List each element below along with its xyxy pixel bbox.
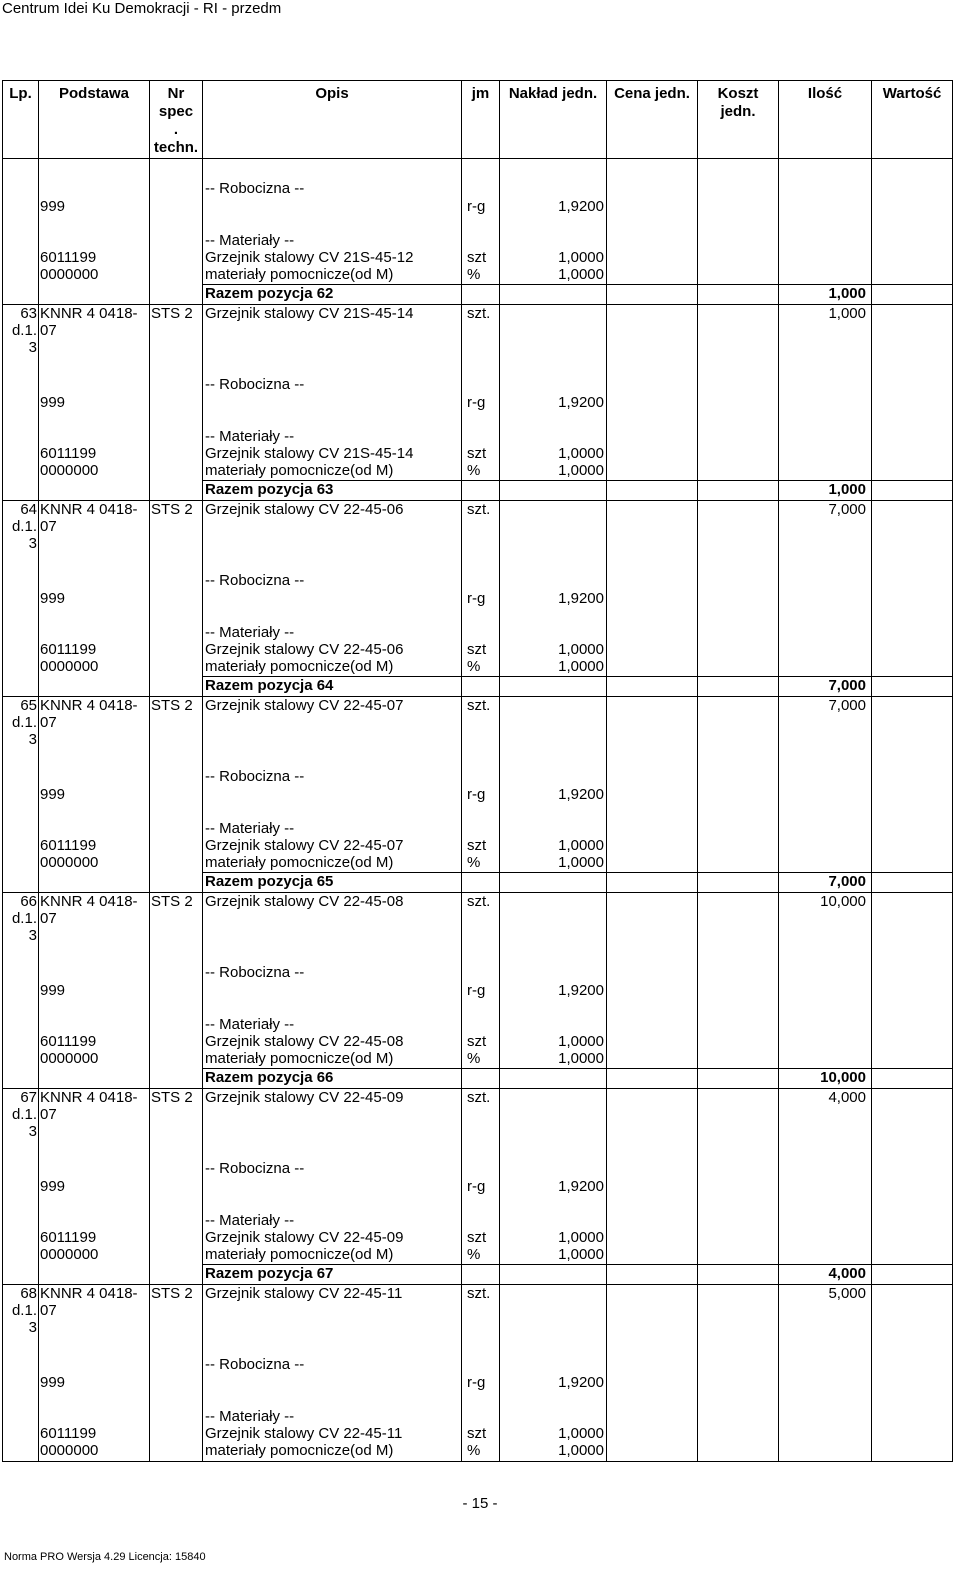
column-divider (606, 81, 607, 1461)
material-desc: materiały pomocnicze(od M) (205, 1050, 394, 1067)
robocizna-value: 1,9200 (558, 1178, 604, 1195)
position-podstawa: KNNR 4 0418- 07 (40, 1285, 138, 1319)
position-ilosc: 4,000 (828, 1089, 866, 1106)
header-koszt: Koszt jedn. (717, 85, 759, 120)
material-code: 6011199 (40, 837, 97, 854)
position-jm: szt. (467, 305, 491, 322)
material-desc: Grzejnik stalowy CV 22-45-07 (205, 837, 404, 854)
position-opis: Grzejnik stalowy CV 22-45-06 (205, 501, 404, 518)
robocizna-unit: r-g (467, 1374, 486, 1391)
position-podstawa: KNNR 4 0418- 07 (40, 305, 138, 339)
material-desc: materiały pomocnicze(od M) (205, 658, 394, 675)
header-wartosc: Wartość (882, 85, 942, 102)
material-code: 0000000 (40, 266, 99, 283)
material-value: 1,0000 (558, 462, 604, 479)
header-ilosc: Ilość (807, 85, 843, 102)
position-rule (3, 500, 952, 501)
material-desc: Grzejnik stalowy CV 21S-45-14 (205, 445, 414, 462)
position-opis: Grzejnik stalowy CV 22-45-11 (205, 1285, 403, 1302)
material-code: 6011199 (40, 249, 97, 266)
razem-rule (202, 1264, 952, 1265)
document-title: Centrum Idei Ku Demokracji - RI - przedm (2, 0, 282, 17)
robocizna-code: 999 (40, 1178, 66, 1195)
razem-rule (202, 284, 952, 285)
material-value: 1,0000 (558, 641, 604, 658)
razem-rule (202, 1068, 952, 1069)
column-divider (778, 81, 779, 1461)
header-lp: Lp. (9, 85, 32, 102)
column-divider (871, 81, 872, 1461)
position-podstawa: KNNR 4 0418- 07 (40, 501, 138, 535)
material-value: 1,0000 (558, 854, 604, 871)
materialy-label: -- Materiały -- (205, 1408, 295, 1425)
robocizna-unit: r-g (467, 394, 486, 411)
material-value: 1,0000 (558, 1425, 604, 1442)
position-spec: STS 2 (151, 1285, 193, 1302)
position-podstawa: KNNR 4 0418- 07 (40, 893, 138, 927)
material-desc: materiały pomocnicze(od M) (205, 1246, 394, 1263)
materialy-label: -- Materiały -- (205, 232, 295, 249)
material-unit: % (467, 1442, 481, 1459)
razem-value: 1,000 (828, 481, 866, 498)
header-jm: jm (471, 85, 490, 102)
position-opis: Grzejnik stalowy CV 21S-45-14 (205, 305, 414, 322)
material-desc: Grzejnik stalowy CV 22-45-08 (205, 1033, 404, 1050)
position-jm: szt. (467, 1089, 491, 1106)
material-desc: materiały pomocnicze(od M) (205, 462, 394, 479)
column-divider (499, 81, 500, 1461)
material-unit: szt (467, 1033, 487, 1050)
material-unit: % (467, 658, 481, 675)
material-value: 1,0000 (558, 445, 604, 462)
razem-value: 1,000 (828, 285, 866, 302)
robocizna-label: -- Robocizna -- (205, 376, 305, 393)
robocizna-unit: r-g (467, 1178, 486, 1195)
material-desc: Grzejnik stalowy CV 21S-45-12 (205, 249, 414, 266)
header-nr-spec: Nr spec . techn. (153, 85, 199, 156)
materialy-label: -- Materiały -- (205, 428, 295, 445)
robocizna-label: -- Robocizna -- (205, 1356, 305, 1373)
robocizna-code: 999 (40, 198, 66, 215)
material-unit: szt (467, 249, 487, 266)
material-code: 0000000 (40, 1050, 99, 1067)
robocizna-label: -- Robocizna -- (205, 1160, 305, 1177)
position-lp: 66 d.1. 3 (11, 893, 37, 944)
position-rule (3, 696, 952, 697)
material-desc: materiały pomocnicze(od M) (205, 1442, 394, 1459)
position-ilosc: 7,000 (828, 501, 866, 518)
position-opis: Grzejnik stalowy CV 22-45-08 (205, 893, 404, 910)
materialy-label: -- Materiały -- (205, 624, 295, 641)
material-unit: szt (467, 445, 487, 462)
robocizna-code: 999 (40, 1374, 66, 1391)
material-unit: szt (467, 837, 487, 854)
robocizna-unit: r-g (467, 590, 486, 607)
robocizna-value: 1,9200 (558, 1374, 604, 1391)
position-rule (3, 304, 952, 305)
razem-rule (202, 872, 952, 873)
robocizna-value: 1,9200 (558, 590, 604, 607)
position-jm: szt. (467, 893, 491, 910)
page-number: - 15 - (462, 1495, 498, 1512)
material-value: 1,0000 (558, 1033, 604, 1050)
robocizna-label: -- Robocizna -- (205, 180, 305, 197)
material-unit: % (467, 1246, 481, 1263)
footer-license: Norma PRO Wersja 4.29 Licencja: 15840 (4, 1551, 206, 1563)
position-lp: 65 d.1. 3 (11, 697, 37, 748)
position-opis: Grzejnik stalowy CV 22-45-09 (205, 1089, 404, 1106)
position-ilosc: 1,000 (828, 305, 866, 322)
position-ilosc: 7,000 (828, 697, 866, 714)
material-unit: % (467, 854, 481, 871)
razem-value: 7,000 (828, 873, 866, 890)
robocizna-value: 1,9200 (558, 394, 604, 411)
material-unit: % (467, 1050, 481, 1067)
position-jm: szt. (467, 697, 491, 714)
razem-label: Razem pozycja 63 (205, 481, 334, 498)
material-unit: % (467, 266, 481, 283)
robocizna-unit: r-g (467, 786, 486, 803)
razem-label: Razem pozycja 65 (205, 873, 334, 890)
materialy-label: -- Materiały -- (205, 1016, 295, 1033)
material-code: 6011199 (40, 1229, 97, 1246)
robocizna-value: 1,9200 (558, 786, 604, 803)
material-desc: Grzejnik stalowy CV 22-45-09 (205, 1229, 404, 1246)
position-opis: Grzejnik stalowy CV 22-45-07 (205, 697, 404, 714)
material-unit: % (467, 462, 481, 479)
header-opis: Opis (315, 85, 349, 102)
razem-rule (202, 676, 952, 677)
material-value: 1,0000 (558, 1229, 604, 1246)
position-lp: 68 d.1. 3 (11, 1285, 37, 1336)
razem-rule (202, 480, 952, 481)
position-jm: szt. (467, 501, 491, 518)
column-divider (149, 81, 150, 1461)
razem-label: Razem pozycja 64 (205, 677, 334, 694)
material-code: 0000000 (40, 854, 99, 871)
robocizna-code: 999 (40, 394, 66, 411)
razem-label: Razem pozycja 66 (205, 1069, 334, 1086)
position-ilosc: 5,000 (828, 1285, 866, 1302)
position-spec: STS 2 (151, 305, 193, 322)
table-header (3, 81, 952, 159)
column-divider (202, 81, 203, 1461)
razem-label: Razem pozycja 62 (205, 285, 334, 302)
material-value: 1,0000 (558, 1246, 604, 1263)
position-lp: 67 d.1. 3 (11, 1089, 37, 1140)
material-code: 0000000 (40, 1246, 99, 1263)
robocizna-label: -- Robocizna -- (205, 768, 305, 785)
razem-value: 10,000 (820, 1069, 866, 1086)
material-value: 1,0000 (558, 837, 604, 854)
materialy-label: -- Materiały -- (205, 1212, 295, 1229)
material-value: 1,0000 (558, 1442, 604, 1459)
position-lp: 64 d.1. 3 (11, 501, 37, 552)
column-divider (697, 81, 698, 1461)
position-podstawa: KNNR 4 0418- 07 (40, 697, 138, 731)
robocizna-unit: r-g (467, 982, 486, 999)
material-code: 0000000 (40, 658, 99, 675)
header-podstawa: Podstawa (58, 85, 130, 102)
robocizna-label: -- Robocizna -- (205, 964, 305, 981)
material-desc: materiały pomocnicze(od M) (205, 266, 394, 283)
razem-value: 4,000 (828, 1265, 866, 1282)
material-code: 6011199 (40, 1425, 97, 1442)
position-ilosc: 10,000 (820, 893, 866, 910)
position-jm: szt. (467, 1285, 491, 1302)
robocizna-unit: r-g (467, 198, 486, 215)
robocizna-code: 999 (40, 982, 66, 999)
header-naklad: Nakład jedn. (508, 85, 598, 102)
material-unit: szt (467, 1229, 487, 1246)
position-spec: STS 2 (151, 697, 193, 714)
header-cena: Cena jedn. (614, 85, 690, 102)
position-rule (3, 1284, 952, 1285)
material-value: 1,0000 (558, 249, 604, 266)
position-rule (3, 892, 952, 893)
cost-table (2, 80, 953, 1462)
robocizna-code: 999 (40, 786, 66, 803)
material-desc: Grzejnik stalowy CV 22-45-11 (205, 1425, 403, 1442)
robocizna-value: 1,9200 (558, 982, 604, 999)
material-value: 1,0000 (558, 658, 604, 675)
position-rule (3, 1088, 952, 1089)
razem-value: 7,000 (828, 677, 866, 694)
material-value: 1,0000 (558, 1050, 604, 1067)
position-spec: STS 2 (151, 501, 193, 518)
materialy-label: -- Materiały -- (205, 820, 295, 837)
material-value: 1,0000 (558, 266, 604, 283)
position-spec: STS 2 (151, 1089, 193, 1106)
material-code: 0000000 (40, 1442, 99, 1459)
material-code: 6011199 (40, 641, 97, 658)
material-unit: szt (467, 641, 487, 658)
razem-label: Razem pozycja 67 (205, 1265, 334, 1282)
robocizna-code: 999 (40, 590, 66, 607)
position-podstawa: KNNR 4 0418- 07 (40, 1089, 138, 1123)
material-code: 6011199 (40, 445, 97, 462)
material-desc: materiały pomocnicze(od M) (205, 854, 394, 871)
material-code: 0000000 (40, 462, 99, 479)
position-lp: 63 d.1. 3 (11, 305, 37, 356)
material-code: 6011199 (40, 1033, 97, 1050)
material-unit: szt (467, 1425, 487, 1442)
column-divider (38, 81, 39, 1461)
robocizna-label: -- Robocizna -- (205, 572, 305, 589)
robocizna-value: 1,9200 (558, 198, 604, 215)
material-desc: Grzejnik stalowy CV 22-45-06 (205, 641, 404, 658)
column-divider (461, 81, 462, 1461)
position-spec: STS 2 (151, 893, 193, 910)
